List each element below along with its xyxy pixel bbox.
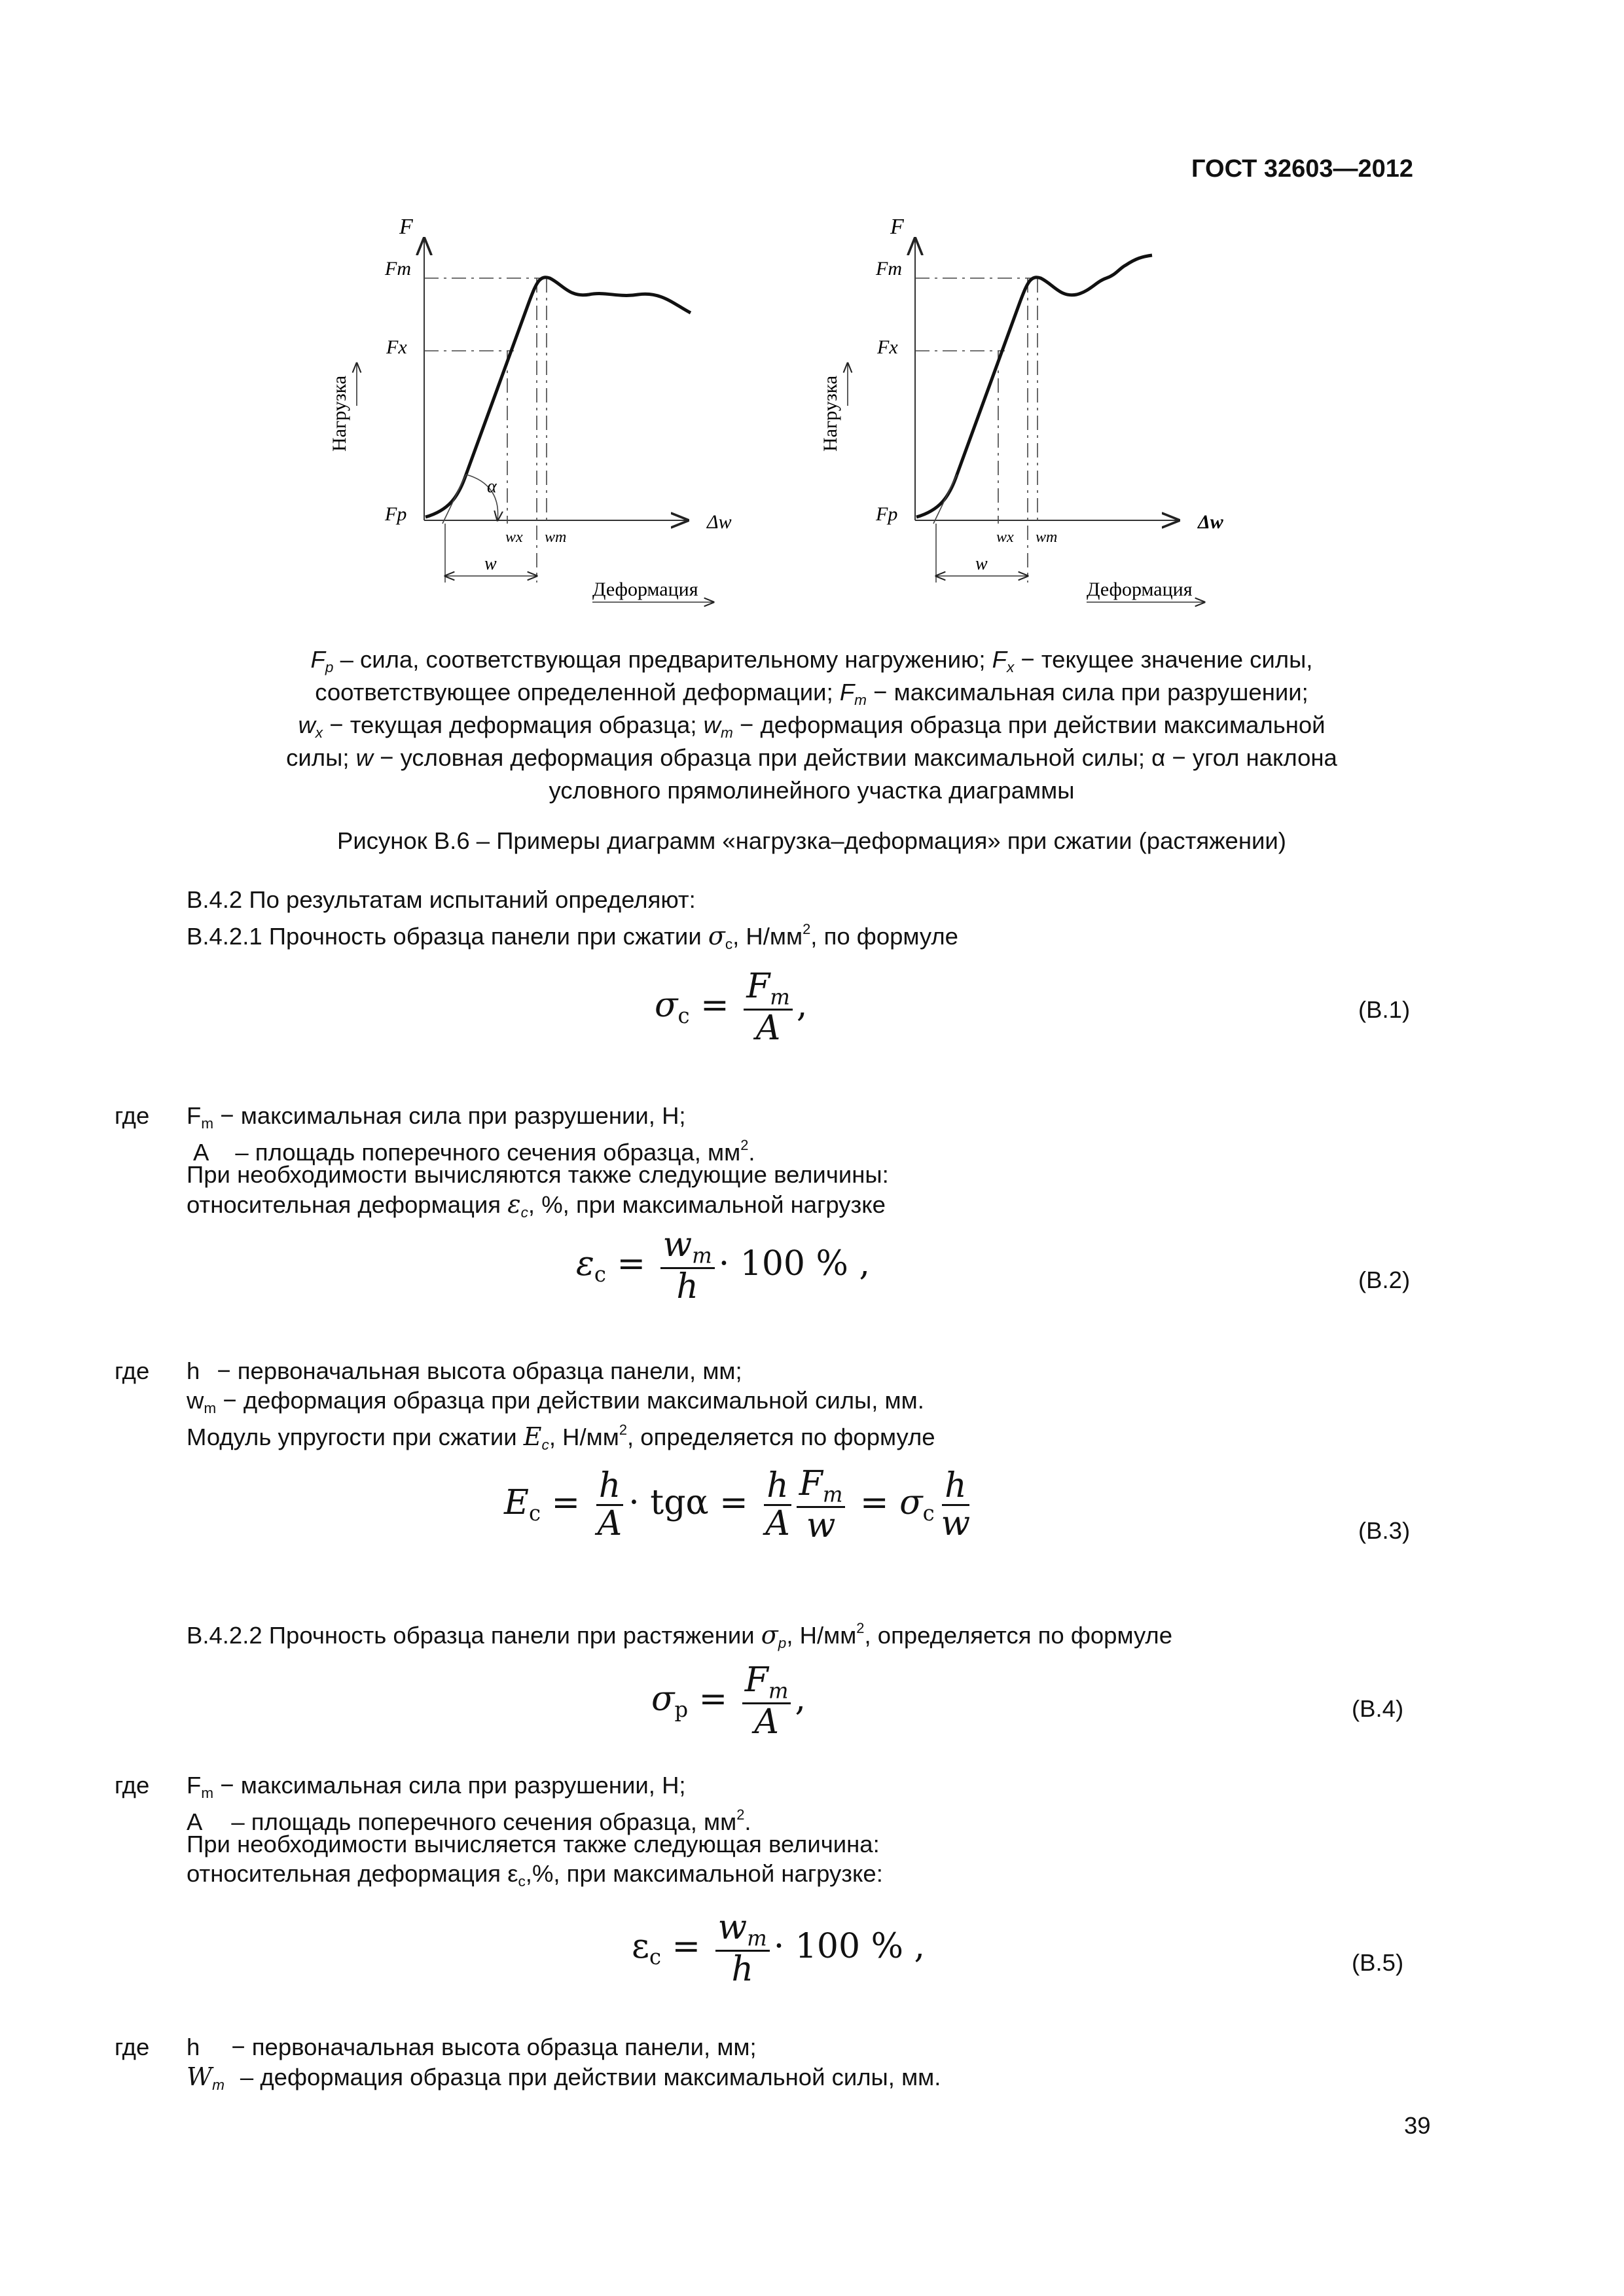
equation-number-b3: (В.3) [1358, 1517, 1411, 1544]
where-label: где [115, 2034, 150, 2060]
equation-b4: $\sigma_p$ = $\frac{F_m}{A}$ , [651, 1660, 806, 1742]
tick-fx: Fx [386, 336, 407, 358]
where1-line-1: $F_m$ − максимальная сила при разрушении, Н; [187, 1102, 686, 1132]
where1-line-4: относительная деформация $\varepsilon_c$, %, при максимальной нагрузке [187, 1190, 886, 1221]
equation-number-b4: (В.4) [1352, 1695, 1404, 1722]
load-curve [425, 278, 691, 517]
where3-line-3: При необходимости вычисляется также следующая величина: [187, 1831, 880, 1857]
y-axis-label: Нагрузка [329, 375, 350, 452]
figure-legend-line-3: $w_x$ − текущая деформация образца; $w_m$ − деформация образца при действии максимальной [298, 711, 1326, 742]
figure-legend-line-5: условного прямолинейного участка диаграммы [549, 777, 1075, 804]
where3-line-4: относительная деформация $\varepsilon_c,\%$, при максимальной нагрузке: [187, 1860, 883, 1890]
y-axis-symbol: F [399, 215, 413, 239]
tick-wx: wx [996, 529, 1014, 546]
where-label: где [115, 1772, 150, 1799]
where4-line-1: h − первоначальная высота образца панели, мм; [187, 2034, 757, 2060]
x-axis-symbol: Δw [1198, 511, 1223, 533]
where3-line-1: $F_m$ − максимальная сила при разрушении, Н; [187, 1772, 686, 1802]
paragraph-b422: В.4.2.2 Прочность образца панели при растяжении $\sigma_p$, $Н/мм^2$, определяется по формуле [187, 1620, 1173, 1651]
x-axis-label: Деформация [592, 579, 698, 600]
figure-legend-line-4: силы; w − условная деформация образца при действии максимальной силы; α − угол наклона [286, 744, 1337, 771]
where1-line-3: При необходимости вычисляются также следующие величины: [187, 1161, 889, 1188]
chart-right [820, 215, 1224, 602]
figure-legend-line-2: соответствующее определенной деформации; $F_m$ − максимальная сила при разрушении; [315, 679, 1308, 709]
equation-number-b1: (В.1) [1358, 996, 1411, 1023]
y-axis-label: Нагрузка [820, 375, 841, 452]
dim-w: w [975, 554, 988, 574]
where1-line-2: A – площадь поперечного сечения образца, $мм^2$. [193, 1137, 755, 1166]
load-curve [916, 255, 1152, 517]
dim-w: w [484, 554, 497, 574]
tick-fm: Fm [876, 258, 902, 279]
paragraph-b42: В.4.2 По результатам испытаний определяют: [187, 886, 696, 913]
where2-line-3: Модуль упругости при сжатии $E_c$, $Н/мм^2$, определяется по формуле [187, 1422, 935, 1453]
equation-b1: $\sigma_c$ = $\frac{F_m}{A}$ , [655, 967, 808, 1049]
tick-fp: Fp [385, 503, 407, 525]
y-axis-symbol: F [890, 215, 904, 239]
where-label: где [115, 1102, 150, 1129]
figure-caption: Рисунок В.6 – Примеры диаграмм «нагрузка–деформация» при сжатии (растяжении) [337, 827, 1286, 854]
tick-fp: Fp [876, 503, 898, 525]
document-code: ГОСТ 32603—2012 [1191, 155, 1414, 183]
equation-b2: $\varepsilon_c$ = $\frac{w_m}{h}$ · 100 % , [576, 1225, 871, 1307]
equation-number-b5: (В.5) [1352, 1949, 1404, 1976]
x-axis-label: Деформация [1087, 579, 1193, 600]
where2-line-1: h − первоначальная высота образца панели, мм; [187, 1357, 742, 1384]
where3-line-2: A – площадь поперечного сечения образца, $мм^2$. [187, 1806, 751, 1835]
tick-wm: wm [545, 529, 567, 546]
equation-b3: $E_c$ = $\frac{h}{A}$ · tgα = $\frac{h}{A}$ $\frac{F_m}{w}$ = $\sigma_c$ $\frac{h}{w}$ [504, 1464, 971, 1546]
tick-fx: Fx [877, 336, 898, 358]
tick-fm: Fm [385, 258, 411, 279]
equation-b5: $\varepsilon_c$ = $\frac{w_m}{h}$ · 100 % , [632, 1908, 926, 1990]
figure-legend-line-1: $F_p$ – сила, соответствующая предварительному нагружению; $F_x$ − текущее значение силы, [310, 646, 1313, 676]
where4-line-2: $W_m$ – деформация образца при действии максимальной силы, мм. [187, 2062, 941, 2094]
tick-wm: wm [1036, 529, 1058, 546]
tick-wx: wx [505, 529, 523, 546]
where2-line-2: $w_m$ − деформация образца при действии максимальной силы, мм. [187, 1387, 924, 1417]
angle-alpha: α [487, 476, 497, 497]
where-label: где [115, 1357, 150, 1384]
paragraph-b421: В.4.2.1 Прочность образца панели при сжатии $\sigma_c$, $Н/мм^2$, по формуле [187, 921, 958, 952]
equation-number-b2: (В.2) [1358, 1266, 1411, 1293]
chart-left [329, 215, 732, 602]
page-number: 39 [1404, 2112, 1431, 2139]
x-axis-symbol: Δw [707, 511, 732, 533]
